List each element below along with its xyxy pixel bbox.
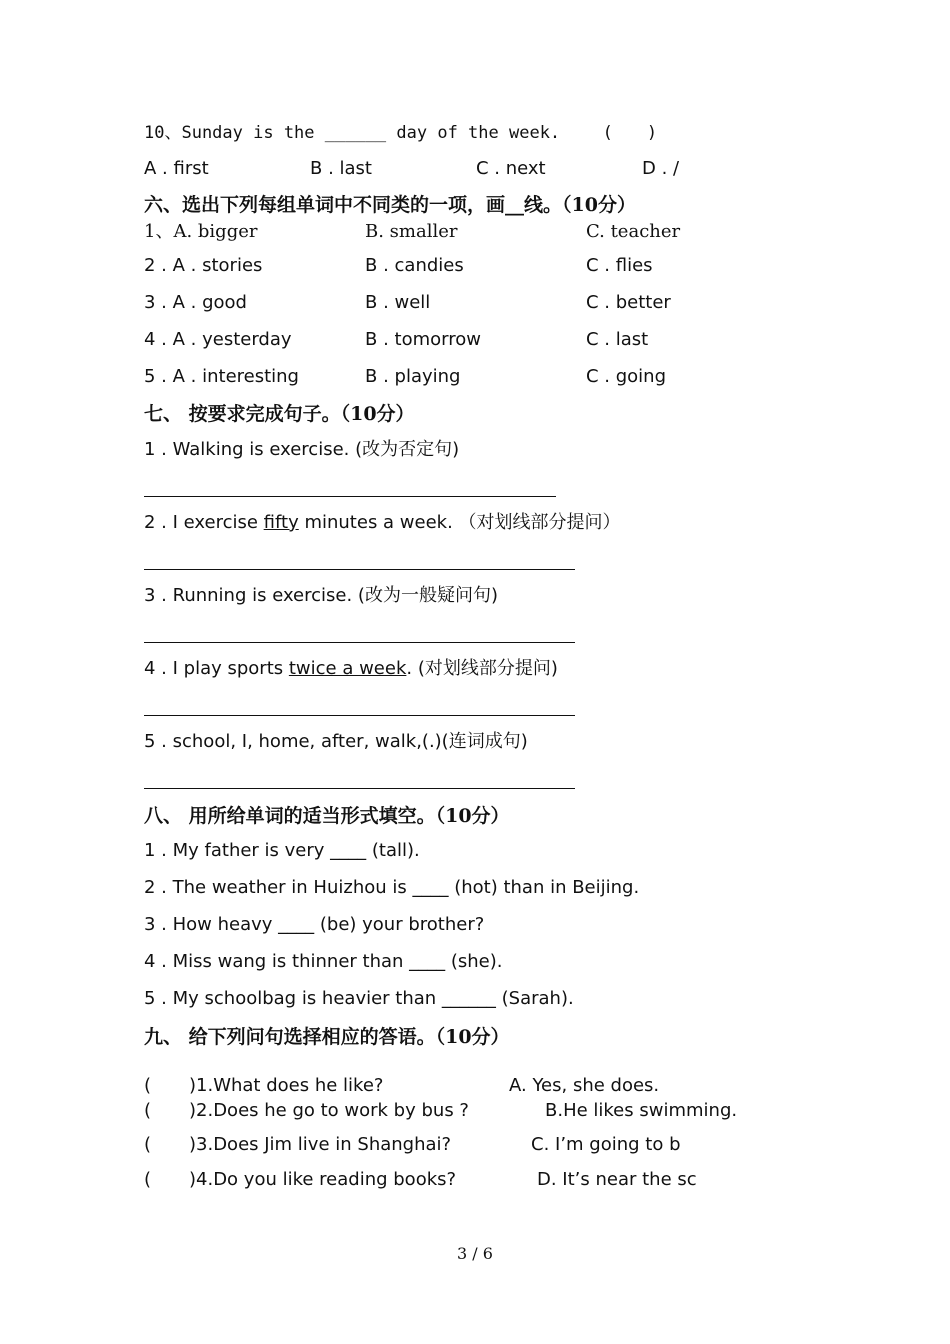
s7-q4-text-post: . (对划线部分提问) — [406, 658, 558, 679]
s6-row5-b: B . playing — [365, 366, 461, 387]
s7-q4-underlined: twice a week — [288, 658, 407, 679]
s7-q5-answer-line[interactable] — [144, 788, 575, 789]
section7-title: 七、 按要求完成句子。（10分） — [144, 403, 415, 425]
q10-stem — [144, 122, 657, 144]
s7-q2-underlined: fifty — [263, 512, 299, 533]
page-number: 3 / 6 — [457, 1244, 493, 1263]
s9-row2-question: )2.Does he go to work by bus ? — [189, 1100, 469, 1121]
s6-row1-c: C. teacher — [586, 221, 681, 242]
s6-row1-b: B. smaller — [365, 221, 458, 242]
s7-q3-answer-line[interactable] — [144, 642, 575, 643]
s6-row2-a: 2 . A . stories — [144, 255, 263, 276]
s6-row1-a: 1、A. bigger — [144, 221, 258, 242]
q10-option-a: A . first — [144, 158, 209, 179]
section6-title: 六、选出下列每组单词中不同类的一项，画__线。（10分） — [144, 194, 636, 216]
s7-q1-answer-line[interactable] — [144, 496, 556, 497]
q10-option-d: D . / — [642, 158, 680, 179]
s9-row2-paren: ( — [144, 1100, 152, 1121]
s9-row2-answer: B.He likes swimming. — [545, 1100, 738, 1121]
s7-q1: 1 . Walking is exercise. (改为否定句) — [144, 439, 460, 460]
s7-q3: 3 . Running is exercise. (改为一般疑问句) — [144, 585, 498, 606]
s9-row1-question: )1.What does he like? — [189, 1075, 384, 1096]
s9-row3-question: )3.Does Jim live in Shanghai? — [189, 1134, 452, 1155]
s9-row4-question: )4.Do you like reading books? — [189, 1169, 457, 1190]
section9-title: 九、 给下列问句选择相应的答语。（10分） — [144, 1026, 510, 1048]
s9-row3-paren: ( — [144, 1134, 152, 1155]
s8-item-3: 3 . How heavy ____ (be) your brother? — [144, 914, 485, 935]
s8-item-2: 2 . The weather in Huizhou is ____ (hot) than in Beijing. — [144, 877, 640, 898]
s8-item-1: 1 . My father is very ____ (tall). — [144, 840, 420, 861]
s6-row5-a: 5 . A . interesting — [144, 366, 299, 387]
s7-q5: 5 . school, I, home, after, walk,(.)(连词成句) — [144, 731, 528, 752]
s9-row4-answer: D. It’s near the sc — [537, 1169, 697, 1190]
s9-row1-paren: ( — [144, 1075, 152, 1096]
s6-row4-a: 4 . A . yesterday — [144, 329, 292, 350]
s6-row3-c: C . better — [586, 292, 671, 313]
s6-row2-c: C . flies — [586, 255, 653, 276]
s7-q2-answer-line[interactable] — [144, 569, 575, 570]
s6-row2-b: B . candies — [365, 255, 464, 276]
q10-option-b: B . last — [310, 158, 372, 179]
s6-row4-b: B . tomorrow — [365, 329, 481, 350]
s9-row1-answer: A. Yes, she does. — [509, 1075, 660, 1096]
s8-item-5: 5 . My schoolbag is heavier than ______ (Sarah). — [144, 988, 574, 1009]
s6-row5-c: C . going — [586, 366, 667, 387]
q10-option-c: C . next — [476, 158, 546, 179]
s6-row3-a: 3 . A . good — [144, 292, 247, 313]
section8-title: 八、 用所给单词的适当形式填空。（10分） — [144, 805, 510, 827]
s6-row3-b: B . well — [365, 292, 431, 313]
s7-q2-text-post: minutes a week. （对划线部分提问） — [298, 512, 621, 533]
s9-row4-paren: ( — [144, 1169, 152, 1190]
s9-row3-answer: C. I’m going to b — [531, 1134, 681, 1155]
s7-q2 — [144, 512, 621, 534]
q10-answer-paren: ( ) — [602, 123, 658, 143]
s6-row4-c: C . last — [586, 329, 649, 350]
s7-q4-answer-line[interactable] — [144, 715, 575, 716]
s7-q2-text-pre: 2 . I exercise — [144, 512, 264, 533]
q10-stem-text: 10、Sunday is the ______ day of the week. — [144, 123, 561, 143]
s8-item-4: 4 . Miss wang is thinner than ____ (she). — [144, 951, 503, 972]
s7-q4 — [144, 658, 558, 680]
s7-q4-text-pre: 4 . I play sports — [144, 658, 289, 679]
